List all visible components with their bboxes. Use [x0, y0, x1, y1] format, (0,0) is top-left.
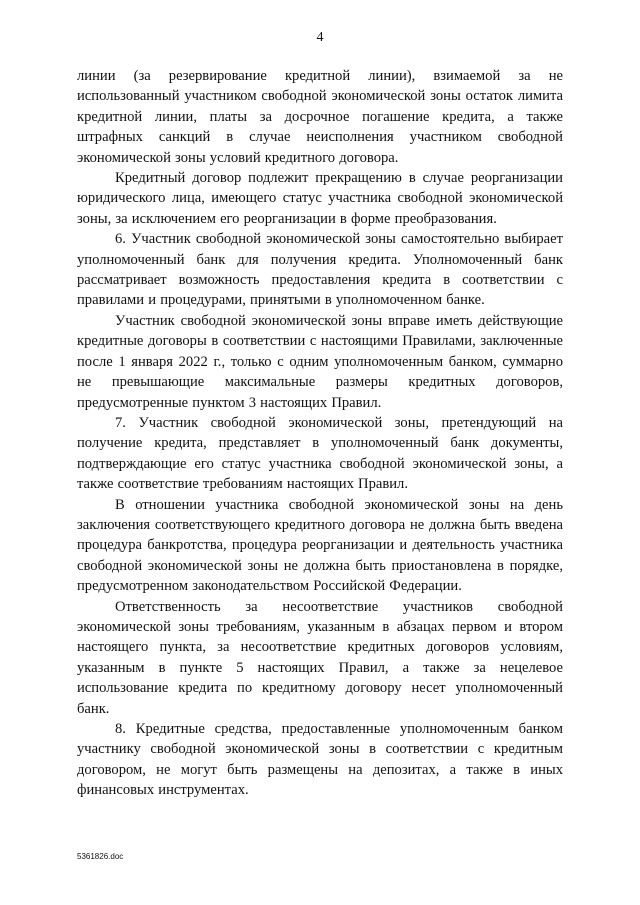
page-number: 4 [316, 30, 324, 45]
paragraph-bank-responsibility: Ответственность за несоответствие участников свободной экономической зоны требованиям, указанным в абзацах первом и втором настоящего пункта, за несоответствие кредитных договоров условиям, указанным в пункте 5 настоящих Правил, а также за нецелевое использование кредита по кредитному договору несет уполномоченный банк. [77, 598, 563, 717]
document-file-id: 5361826.doc [77, 852, 124, 861]
paragraph-active-credit-agreements: Участник свободной экономической зоны вправе иметь действующие кредитные договоры в соответствии с настоящими Правилами, заключенные после 1 января 2022 г., только с одним уполномоченным банком, суммарно не превышающие максимальные размеры кредитных договоров, предусмотренные пунктом 3 настоящих Правил. [77, 312, 563, 411]
paragraph-item-6: 6. Участник свободной экономической зоны самостоятельно выбирает уполномоченный банк для получения кредита. Уполномоченный банк рассматривает возможность предоставления кредита в соответствии с правилами и процедурами, принятыми в уполномоченном банке. [77, 231, 563, 309]
document-body [77, 66, 563, 801]
paragraph-item-8: 8. Кредитные средства, предоставленные уполномоченным банком участнику свободной экономической зоны в соответствии с кредитным договором, не могут быть размещены на депозитах, а также в иных финансовых инструментах. [77, 721, 563, 799]
paragraph-credit-termination: Кредитный договор подлежит прекращению в случае реорганизации юридического лица, имеющего статус участника свободной экономической зоны, за исключением его реорганизации в форме преобразования. [77, 170, 563, 227]
paragraph-item-7: 7. Участник свободной экономической зоны, претендующий на получение кредита, представляет в уполномоченный банк документы, подтверждающие его статус участника свободной экономической зоны, а также соответствие требованиям настоящих Правил. [77, 414, 563, 493]
paragraph-continuation: линии (за резервирование кредитной линии), взимаемой за не использованный участником свободной экономической зоны остаток лимита кредитной линии, платы за досрочное погашение кредита, а также штрафных санкций в случае неисполнения участником свободной экономической зоны условий кредитного договора. [77, 68, 563, 166]
paragraph-bankruptcy-condition: В отношении участника свободной экономической зоны на день заключения соответствующего кредитного договора не должна быть введена процедура банкротства, процедура реорганизации и деятельность участника свободной экономической зоны не должна быть приостановлена в порядке, предусмотренном законодательством Российской Федерации. [77, 496, 563, 595]
